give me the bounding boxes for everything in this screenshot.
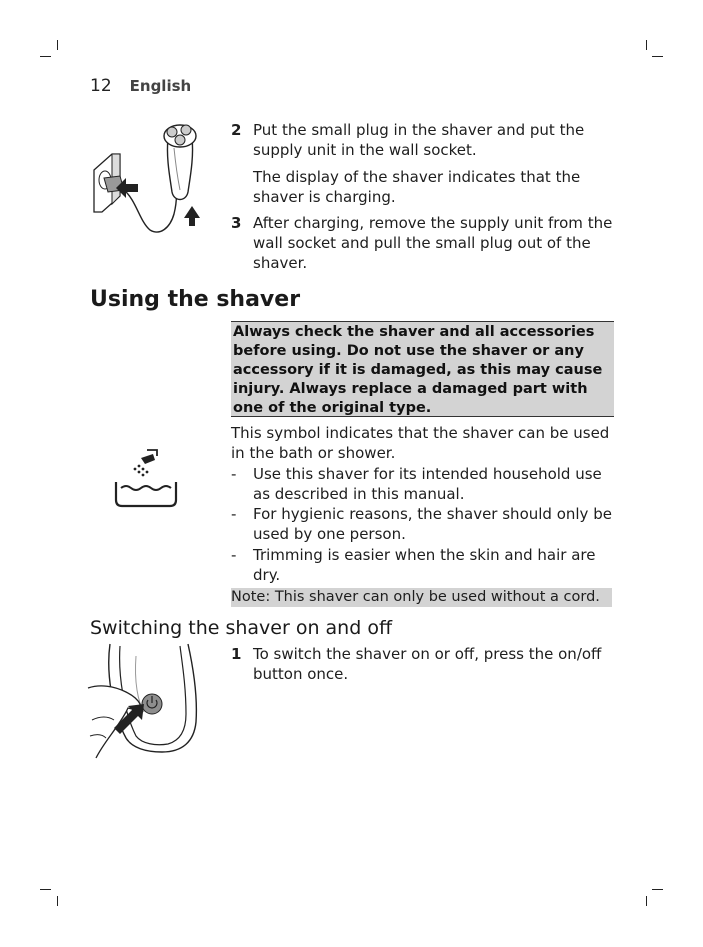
page-header bbox=[90, 76, 191, 96]
bullet-item bbox=[231, 504, 616, 544]
step-2 bbox=[231, 120, 616, 160]
bullet-dash: - bbox=[231, 465, 237, 483]
step-number: 1 bbox=[231, 645, 242, 663]
crop-mark bbox=[646, 896, 647, 906]
page-number: 12 bbox=[90, 76, 112, 96]
warning-box: Always check the shaver and all accessories before using. Do not use the shaver or any accessory if it is damaged, as this may cause injury. Always replace a damaged part with one of the original type. bbox=[231, 321, 614, 417]
bullet-text: Use this shaver for its intended household use as described in this manual. bbox=[253, 465, 602, 503]
bullet-item bbox=[231, 545, 616, 585]
bullet-text: For hygienic reasons, the shaver should only be used by one person. bbox=[253, 505, 612, 543]
crop-mark bbox=[646, 40, 647, 50]
step-text: After charging, remove the supply unit from the wall socket and pull the small plug out of the shaver. bbox=[253, 214, 613, 272]
crop-mark bbox=[652, 56, 663, 57]
section-title-using: Using the shaver bbox=[90, 287, 301, 312]
shaver-power-button-illustration bbox=[86, 642, 204, 760]
step-text: To switch the shaver on or off, press the on/off button once. bbox=[253, 645, 602, 683]
crop-mark bbox=[57, 896, 58, 906]
crop-mark bbox=[40, 56, 51, 57]
crop-mark bbox=[40, 889, 51, 890]
symbol-description: This symbol indicates that the shaver can be used in the bath or shower. bbox=[231, 424, 610, 462]
section-title-switching: Switching the shaver on and off bbox=[90, 617, 393, 639]
bullet-dash: - bbox=[231, 546, 237, 564]
crop-mark bbox=[652, 889, 663, 890]
step-text: Put the small plug in the shaver and put the supply unit in the wall socket. bbox=[253, 121, 585, 159]
shower-bath-icon bbox=[113, 448, 179, 508]
bullet-text: Trimming is easier when the skin and hair are dry. bbox=[253, 546, 596, 584]
step-3 bbox=[231, 213, 616, 273]
note-box: Note: This shaver can only be used without a cord. bbox=[231, 588, 612, 607]
crop-mark bbox=[57, 40, 58, 50]
bullet-dash: - bbox=[231, 505, 237, 523]
step-1 bbox=[231, 644, 616, 684]
shaver-charging-illustration bbox=[90, 118, 210, 236]
step-number: 2 bbox=[231, 121, 242, 139]
language-label: English bbox=[129, 77, 192, 95]
step-number: 3 bbox=[231, 214, 242, 232]
step-2-note: The display of the shaver indicates that the shaver is charging. bbox=[253, 168, 581, 206]
bullet-item bbox=[231, 464, 616, 504]
